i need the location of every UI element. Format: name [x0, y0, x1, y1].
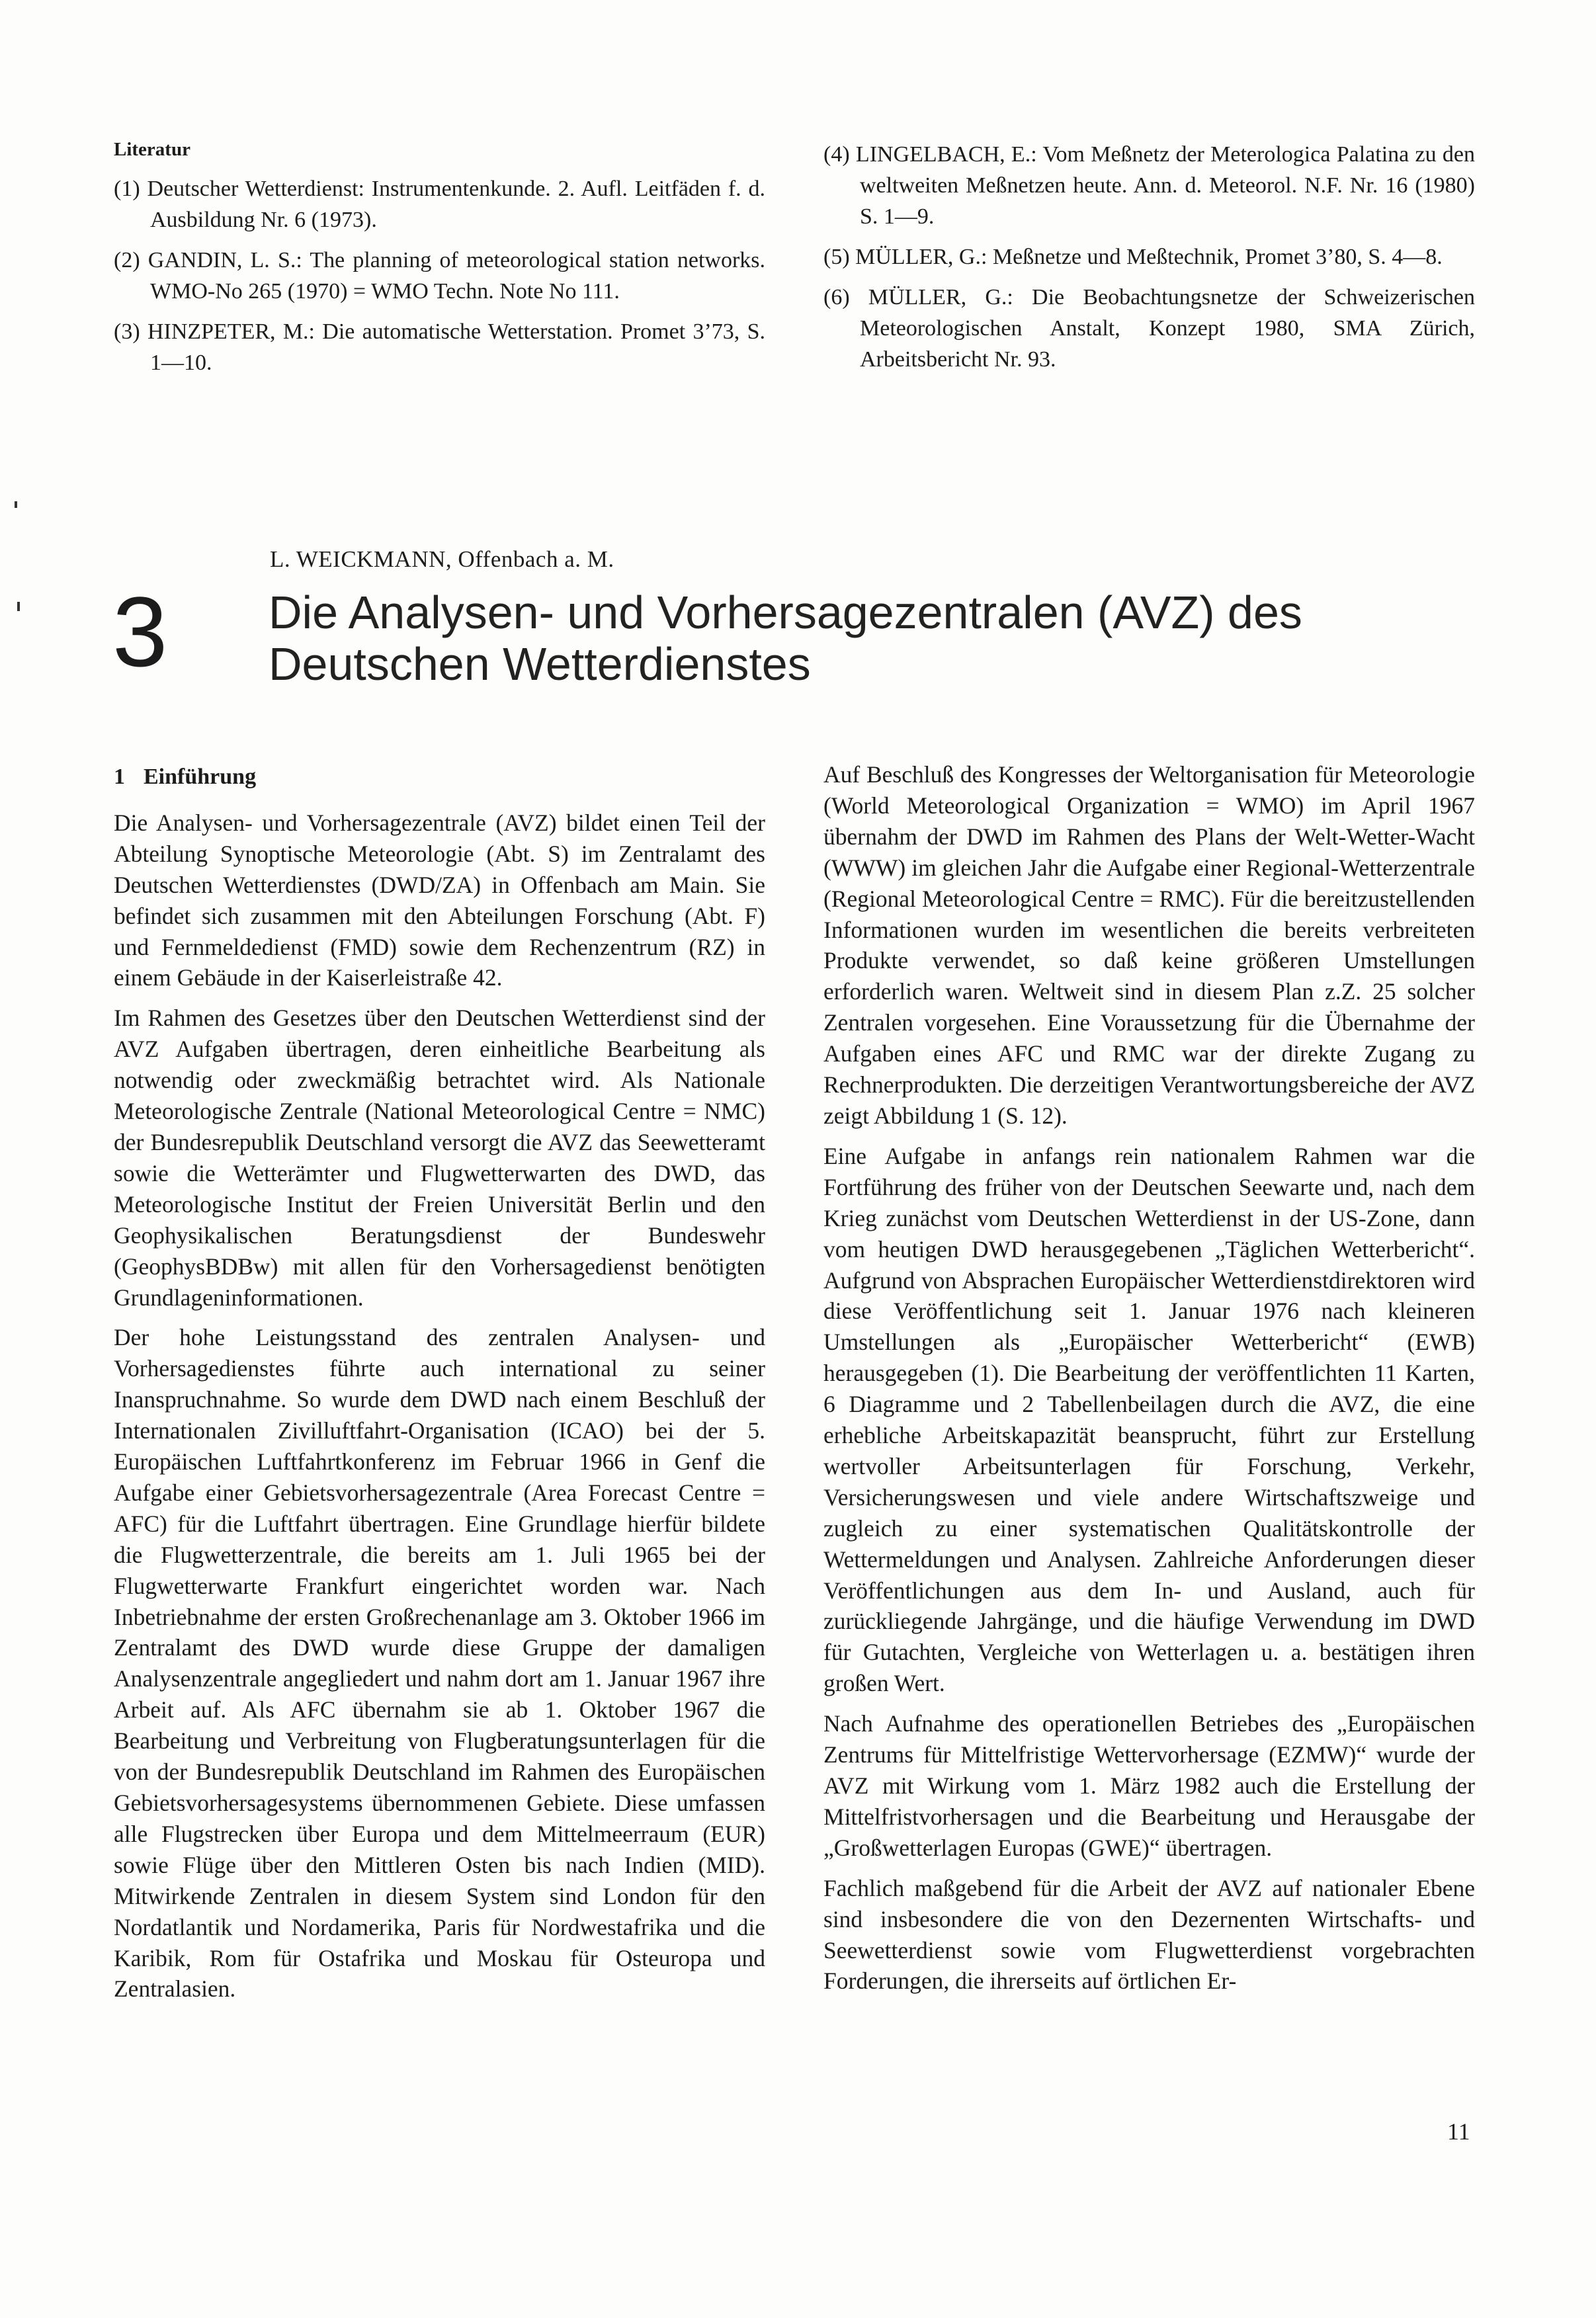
body-paragraph: Im Rahmen des Gesetzes über den Deutschen Wetterdienst sind der AVZ Aufgaben übertragen, deren einheitliche Bearbeitung als notwendig oder zweckmäßig betrachtet wird. Als Nationale Meteorologische Zentrale (National Meteorological Centre = NMC) der Bundesrepublik Deutschland versorgt die AVZ das Seewetteramt sowie die Wetterämter und Flugwetterwarten des DWD, das Meteorologische Institut der Freien Universität Berlin und den Geophysikalischen Beratungsdienst der Bundeswehr (GeophysBDBw) mit allen für den Vorhersagedienst benötigten Grundlageninformationen. [114, 1005, 765, 1311]
body-paragraph: Fachlich maßgebend für die Arbeit der AVZ auf nationaler Ebene sind insbesondere die von den Dezernenten Wirtschafts- und Seewetterdienst sowie vom Flugwetterdienst vorgebrachten Forderungen, die ihrerseits auf örtlichen Er- [823, 1874, 1475, 1995]
article-title-line-2: Deutschen Wetterdienstes [269, 638, 811, 690]
references-heading: Literatur [114, 139, 190, 160]
reference-item: (1) Deutscher Wetterdienst: Instrumentenkunde. 2. Aufl. Leitfäden f. d. Ausbildung Nr. 6 (1973). [114, 177, 765, 232]
section-title: Einführung [144, 765, 257, 789]
body-paragraph: Nach Aufnahme des operationellen Betriebes des „Europäischen Zentrums für Mittelfristige Wettervorhersage (EZMW)“ wurde der AVZ mit Wirkung vom 1. März 1982 auch die Erstellung der Mittelfristvorhersagen und die Bearbeitung und Herausgabe der „Großwetterlagen Europas (GWE)“ übertragen. [823, 1710, 1475, 1861]
body-paragraph: Die Analysen- und Vorhersagezentrale (AVZ) bildet einen Teil der Abteilung Synoptische Meteorologie (Abt. S) im Zentralamt des Deutschen Wetterdienstes (DWD/ZA) in Offenbach am Main. Sie befindet sich zusammen mit den Abteilungen Forschung (Abt. F) und Fernmeldedienst (FMD) sowie dem Rechenzentrum (RZ) in einem Gebäude in der Kaiserleistraße 42. [114, 809, 765, 991]
article-author: L. WEICKMANN, Offenbach a. M. [270, 546, 614, 572]
chapter-number: 3 [112, 576, 168, 687]
reference-item: (3) HINZPETER, M.: Die automatische Wetterstation. Promet 3’73, S. 1—10. [114, 319, 765, 375]
article-title [269, 587, 1302, 690]
section-number: 1 [114, 765, 125, 789]
section-heading [114, 762, 765, 793]
scan-speck [17, 602, 20, 611]
body-paragraph: Eine Aufgabe in anfangs rein nationalem Rahmen war die Fortführung des früher von der Deutschen Seewarte und, nach dem Krieg zunächst vom Deutschen Wetterdienst in der US-Zone, dann vom heutigen DWD herausgegebenen „Täglichen Wetterbericht“. Aufgrund von Absprachen Europäischer Wetterdienstdirektoren wird diese Veröffentlichung seit 1. Januar 1976 nach kleineren Umstellungen als „Europäischer Wetterbericht“ (EWB) herausgegeben (1). Die Bearbeitung der veröffentlichten 11 Karten, 6 Diagramme und 2 Tabellenbeilagen durch die AVZ, die eine erhebliche Arbeitskapazität beansprucht, führt zur Erstellung wertvoller Arbeitsunterlagen für Forschung, Verkehr, Versicherungswesen und viele andere Wirtschaftszweige und zugleich zu einer systematischen Qualitätskontrolle der Wettermeldungen und Analysen. Zahlreiche Anforderungen dieser Veröffentlichungen aus dem In- und Ausland, auch für zurückliegende Jahrgänge, und die häufige Verwendung im DWD für Gutachten, Vergleiche von Wetterlagen u. a. bestätigen ihren großen Wert. [823, 1142, 1475, 1697]
body-left-column [114, 762, 765, 2014]
page-number: 11 [1447, 2118, 1470, 2145]
body-paragraph: Auf Beschluß des Kongresses der Weltorganisation für Meteorologie (World Meteorological Organization = WMO) im April 1967 übernahm der DWD im Rahmen des Plans der Welt-Wetter-Wacht (WWW) im gleichen Jahr die Aufgabe einer Regional-Wetterzentrale (Regional Meteorological Centre = RMC). Für die bereitzustellenden Informationen wurden im wesentlichen die bereits verbreiteten Produkte verwendet, so daß keine größeren Umstellungen erforderlich waren. Weltweit sind in diesem Plan z.Z. 25 solcher Zentralen vorgesehen. Eine Voraussetzung für die Übernahme der Aufgaben eines AFC und RMC war der direkte Zugang zu Rechnerprodukten. Die derzeitigen Verantwortungsbereiche der AVZ zeigt Abbildung 1 (S. 12). [823, 761, 1475, 1129]
scan-speck [15, 501, 17, 508]
references-right-column [823, 139, 1475, 384]
reference-item: (4) LINGELBACH, E.: Vom Meßnetz der Meterologica Palatina zu den weltweiten Meßnetzen heute. Ann. d. Meteorol. N.F. Nr. 16 (1980) S. 1—9. [823, 142, 1475, 229]
body-right-column [823, 759, 1475, 2006]
article-title-line-1: Die Analysen- und Vorhersagezentralen (AVZ) des [269, 587, 1302, 638]
body-paragraph: Der hohe Leistungsstand des zentralen Analysen- und Vorhersagedienstes führte auch international zu seiner Inanspruchnahme. So wurde dem DWD nach einem Beschluß der Internationalen Zivilluftfahrt-Organisation (ICAO) bei der 5. Europäischen Luftfahrtkonferenz im Februar 1966 in Genf die Aufgabe einer Gebietsvorhersagezentrale (Area Forecast Centre = AFC) für die Luftfahrt übertragen. Eine Grundlage hierfür bildete die Flugwetterzentrale, die bereits am 1. Juli 1965 bei der Flugwetterwarte Frankfurt eingerichtet worden war. Nach Inbetriebnahme der ersten Großrechenanlage am 3. Oktober 1966 im Zentralamt des DWD wurde diese Gruppe der damaligen Analysenzentrale angegliedert und nahm dort am 1. Januar 1967 ihre Arbeit auf. Als AFC übernahm sie ab 1. Oktober 1967 die Bearbeitung und Verbreitung von Flugberatungsunterlagen für die von der Bundesrepublik Deutschland im Rahmen des Europäischen Gebietsvorhersagesystems übernommenen Gebiete. Diese umfassen alle Flugstrecken über Europa und dem Mittelmeerraum (EUR) sowie Flüge über den Mittleren Osten bis nach Indien (MID). Mitwirkende Zentralen in diesem System sind London für den Nordatlantik und Nordamerika, Paris für Nordwestafrika und die Karibik, Rom für Ostafrika und Moskau für Osteuropa und Zentralasien. [114, 1324, 765, 2003]
reference-item: (2) GANDIN, L. S.: The planning of meteorological station networks. WMO-No 265 (1970) = WMO Techn. Note No 111. [114, 248, 765, 304]
references-left-column [114, 173, 765, 388]
reference-item: (6) MÜLLER, G.: Die Beobachtungsnetze der Schweizerischen Meteorologischen Anstalt, Konzept 1980, SMA Zürich, Arbeitsbericht Nr. 93. [823, 285, 1475, 372]
reference-item: (5) MÜLLER, G.: Meßnetze und Meßtechnik, Promet 3’80, S. 4—8. [823, 245, 1443, 269]
